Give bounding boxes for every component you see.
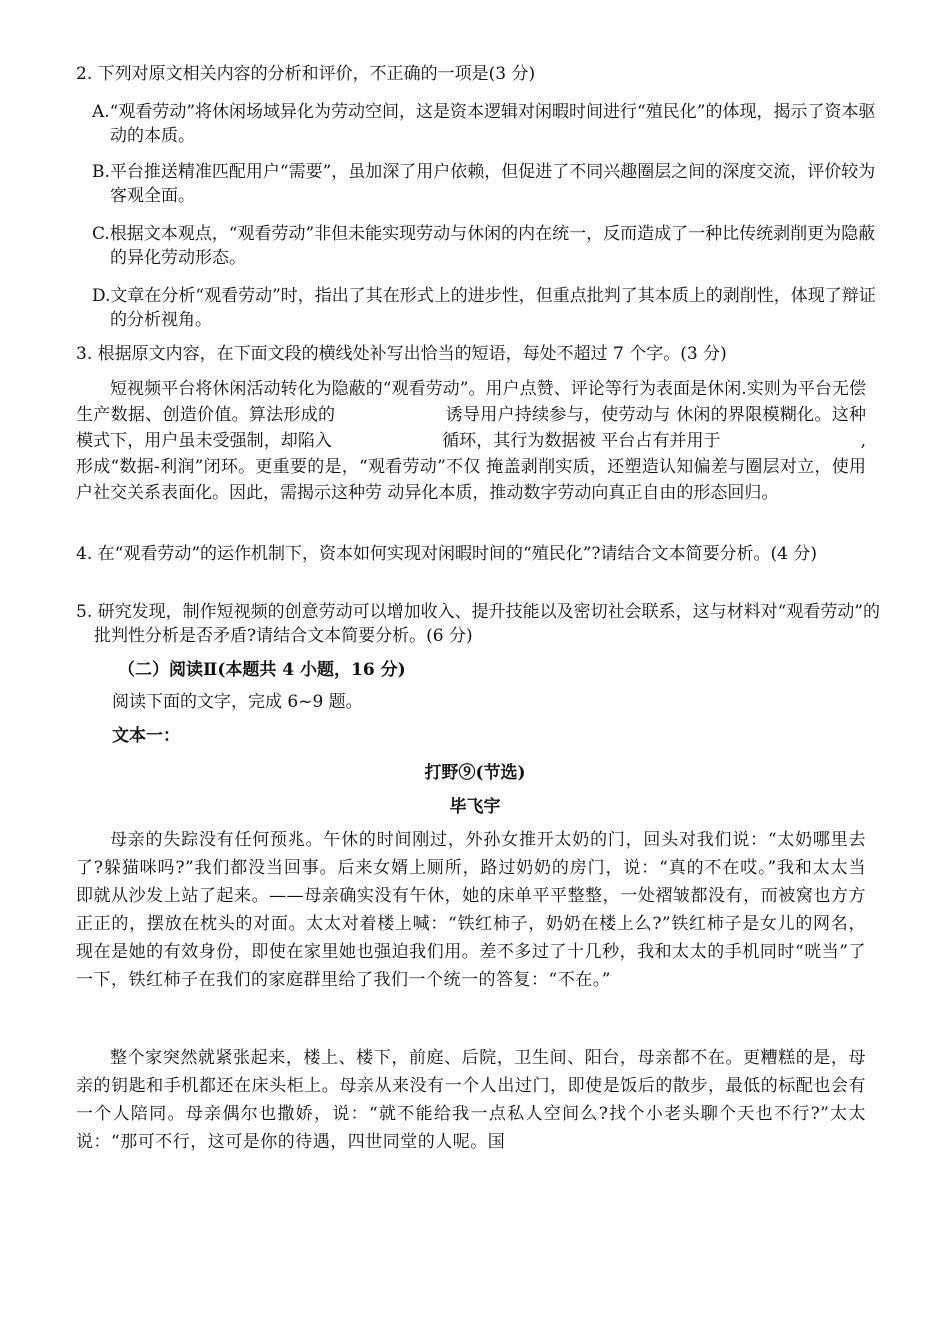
question-3-passage bbox=[76, 376, 866, 506]
story-paragraph-1: 母亲的失踪没有任何预兆。午休的时间刚过，外孙女推开太奶的门，回头对我们说：“太奶哪里去了?躲猫咪吗?”我们都没当回事。后来女婿上厕所，路过奶奶的房门，说：“真的不在哎。”我和太太当即就从沙发上站了起来。——母亲确实没有午休，她的床单平平整整，一处褶皱都没有，而被窝也方方正正的，摆放在枕头的对面。太太对着楼上喊：“铁红柿子，奶奶在楼上么?”铁红柿子是女儿的网名，现在是她的有效身份，即使在家里她也强迫我们用。差不多过了十几秒，我和太太的手机同时“咣当”了一下，铁红柿子在我们的家庭群里给了我们一个统一的答复：“不在。” bbox=[76, 830, 866, 990]
option-b: B.平台推送精准匹配用户“需要”，虽加深了用户依赖，但促进了不同兴趣圈层之间的深度交流，评价较为客观全面。 bbox=[92, 162, 876, 206]
story-author: 毕飞宇 bbox=[449, 797, 501, 817]
story-title: 打野⑨(节选) bbox=[424, 763, 526, 783]
story-paragraph-2: 整个家突然就紧张起来，楼上、楼下，前庭、后院，卫生间、阳台，母亲都不在。更糟糕的是，母亲的钥匙和手机都还在床头柜上。母亲从来没有一个人出过门，即使是饭后的散步，最低的标配也会有一个人陪同。母亲偶尔也撒娇，说：“就不能给我一点私人空间么?找个小老头聊个天也不行?”太太说：“那可不行，这可是你的待遇，四世同堂的人呢。国 bbox=[76, 1048, 866, 1152]
option-d: D.文章在分析“观看劳动”时，指出了其在形式上的进步性，但重点批判了其本质上的剥削性，体现了辩证的分析视角。 bbox=[92, 286, 876, 330]
section-heading: （二）阅读Ⅱ(本题共 4 小题，16 分) bbox=[118, 660, 406, 680]
passage-part-3: 循环，其行为数据被 平台占有并用于 bbox=[442, 431, 721, 451]
passage-part-1: 短视频平台将休闲活动转化为隐蔽的“观看劳动”。用户点赞、评论等行为表面是休闲.实则为平台无偿生产数据、创造价值。算法形成的 bbox=[76, 379, 866, 425]
question-3-stem: 3. 根据原文内容，在下面文段的横线处补写出恰当的短语，每处不超过 7 个字。(3 分) bbox=[76, 344, 727, 364]
section-instruction: 阅读下面的文字，完成 6~9 题。 bbox=[112, 692, 363, 712]
question-2-stem: 2. 下列对原文相关内容的分析和评价，不正确的一项是(3 分) bbox=[76, 64, 536, 84]
text-label: 文本一： bbox=[112, 726, 180, 746]
passage-part-2: 诱导用户持续参与，使劳动与 休闲的界限模糊化。这种模式下，用户虽未受强制，却陷入 bbox=[76, 405, 867, 451]
question-5: 5. 研究发现，制作短视频的创意劳动可以增加收入、提升技能以及密切社会联系，这与材料对“观看劳动”的批判性分析是否矛盾?请结合文本简要分析。(6 分) bbox=[76, 602, 881, 646]
option-a: A.“观看劳动”将休闲场域异化为劳动空间，这是资本逻辑对闲暇时间进行“殖民化”的体现，揭示了资本驱动的本质。 bbox=[92, 102, 876, 146]
question-4: 4. 在“观看劳动”的运作机制下，资本如何实现对闲暇时间的“殖民化”?请结合文本简要分析。(4 分) bbox=[76, 544, 817, 564]
passage-part-4: ,形成“数据-利润”闭环。更重要的是，“观看劳动”不仅 掩盖剥削实质，还塑造认知偏差与圈层对立，使用户社交关系表面化。因此，需揭示这种劳 动异化本质，推动数字劳动向真正自由的形态回归。 bbox=[76, 431, 867, 503]
option-c: C.根据文本观点，“观看劳动”非但未能实现劳动与休闲的内在统一，反而造成了一种比传统剥削更为隐蔽的异化劳动形态。 bbox=[92, 224, 876, 268]
